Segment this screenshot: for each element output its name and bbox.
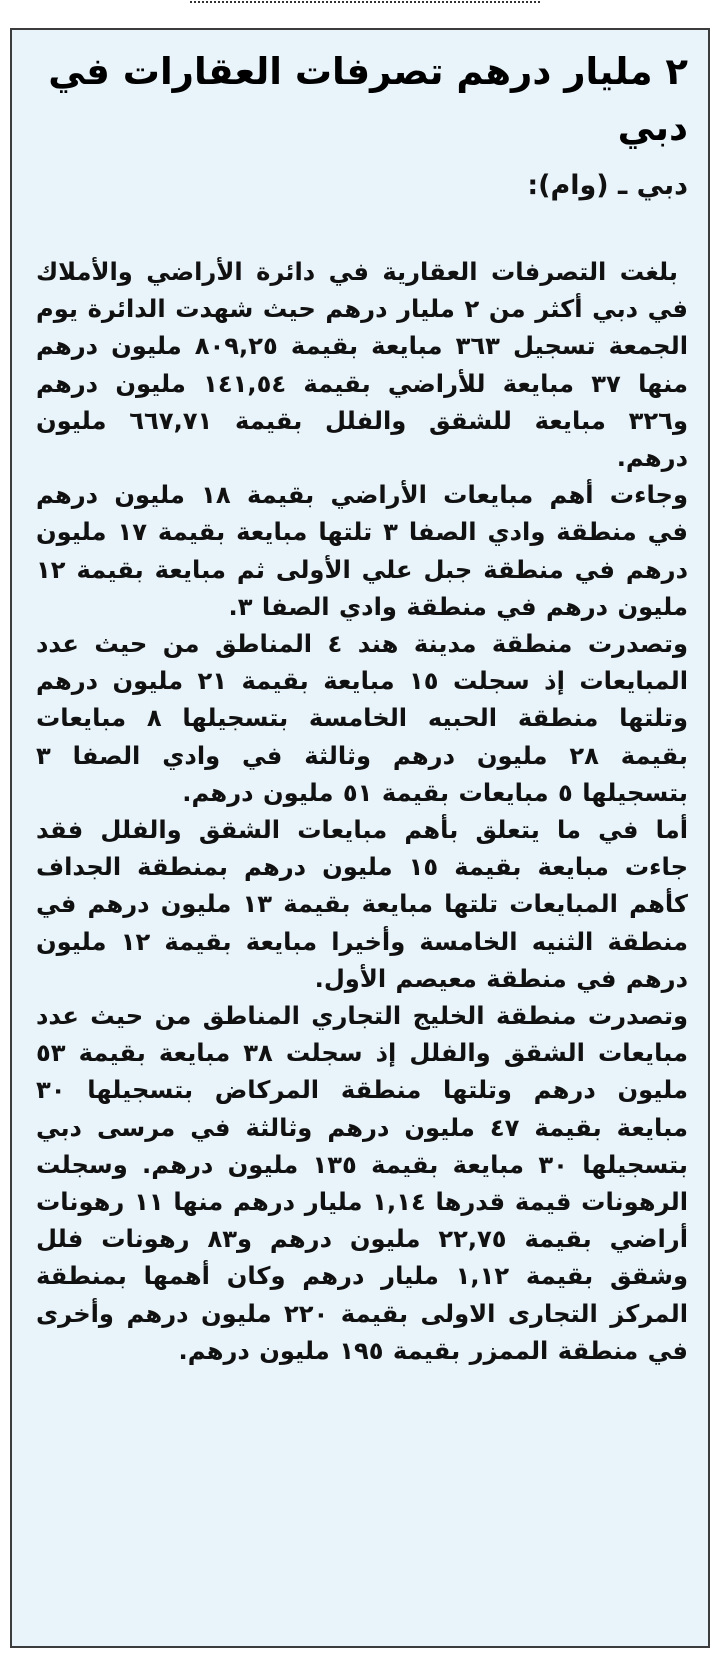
article-headline: ٢ مليار درهم تصرفات العقارات في دبي	[48, 50, 688, 149]
article-paragraph: وجاءت أهم مبايعات الأراضي بقيمة ١٨ مليون درهم في منطقة وادي الصفا ٣ تلتها مبايعة بقيمة ١٧ مليون درهم في منطقة جبل علي الأولى ثم مبايعة بقيمة ١٢ مليون درهم في منطقة وادي الصفا ٣.	[36, 481, 689, 621]
article-paragraph: أما في ما يتعلق بأهم مبايعات الشقق والفلل فقد جاءت مبايعة بقيمة ١٥ مليون درهم بمنطقة الجداف كأهم المبايعات تلتها مبايعة بقيمة ١٣ مليون درهم في منطقة الثنيه الخامسة وأخيرا مبايعة بقيمة ١٢ مليون درهم في منطقة معيصم الأول.	[36, 816, 689, 993]
top-divider	[190, 1, 540, 3]
news-article	[10, 28, 710, 1648]
article-paragraph: وتصدرت منطقة الخليج التجاري المناطق من حيث عدد مبايعات الشقق والفلل إذ سجلت ٣٨ مبايعة بقيمة ٥٣ مليون درهم وتلتها منطقة المركاض بتسجيلها ٣٠ مبايعة بقيمة ٤٧ مليون درهم وثالثة في مرسى دبي بتسجيلها ٣٠ مبايعة بقيمة ١٣٥ مليون درهم. وسجلت الرهونات قيمة قدرها ١,١٤ مليار درهم منها ١١ رهونات أراضي بقيمة ٢٢,٧٥ مليون درهم و٨٣ رهونات فلل وشقق بقيمة ١,١٢ مليار درهم وكان أهمها بمنطقة المركز التجارى الاولى بقيمة ٢٢٠ مليون درهم وأخرى في منطقة الممزر بقيمة ١٩٥ مليون درهم.	[36, 1002, 688, 1365]
article-paragraph: وتصدرت منطقة مدينة هند ٤ المناطق من حيث عدد المبايعات إذ سجلت ١٥ مبايعة بقيمة ٢١ مليون درهم وتلتها منطقة الحبيه الخامسة بتسجيلها ٨ مبايعات بقيمة ٢٨ مليون درهم وثالثة في وادي الصفا ٣ بتسجيلها ٥ مبايعات بقيمة ٥١ مليون درهم.	[36, 630, 688, 807]
article-body	[36, 254, 688, 1370]
article-dateline: دبي ـ (وام):	[527, 170, 688, 201]
article-paragraph: بلغت التصرفات العقارية في دائرة الأراضي والأملاك في دبي أكثر من ٢ مليار درهم حيث شهدت الدائرة يوم الجمعة تسجيل ٣٦٣ مبايعة بقيمة ٨٠٩,٢٥ مليون درهم منها ٣٧ مبايعة للأراضي بقيمة ١٤١,٥٤ مليون درهم و٣٢٦ مبايعة للشقق والفلل بقيمة ٦٦٧,٧١ مليون درهم.	[36, 258, 688, 473]
